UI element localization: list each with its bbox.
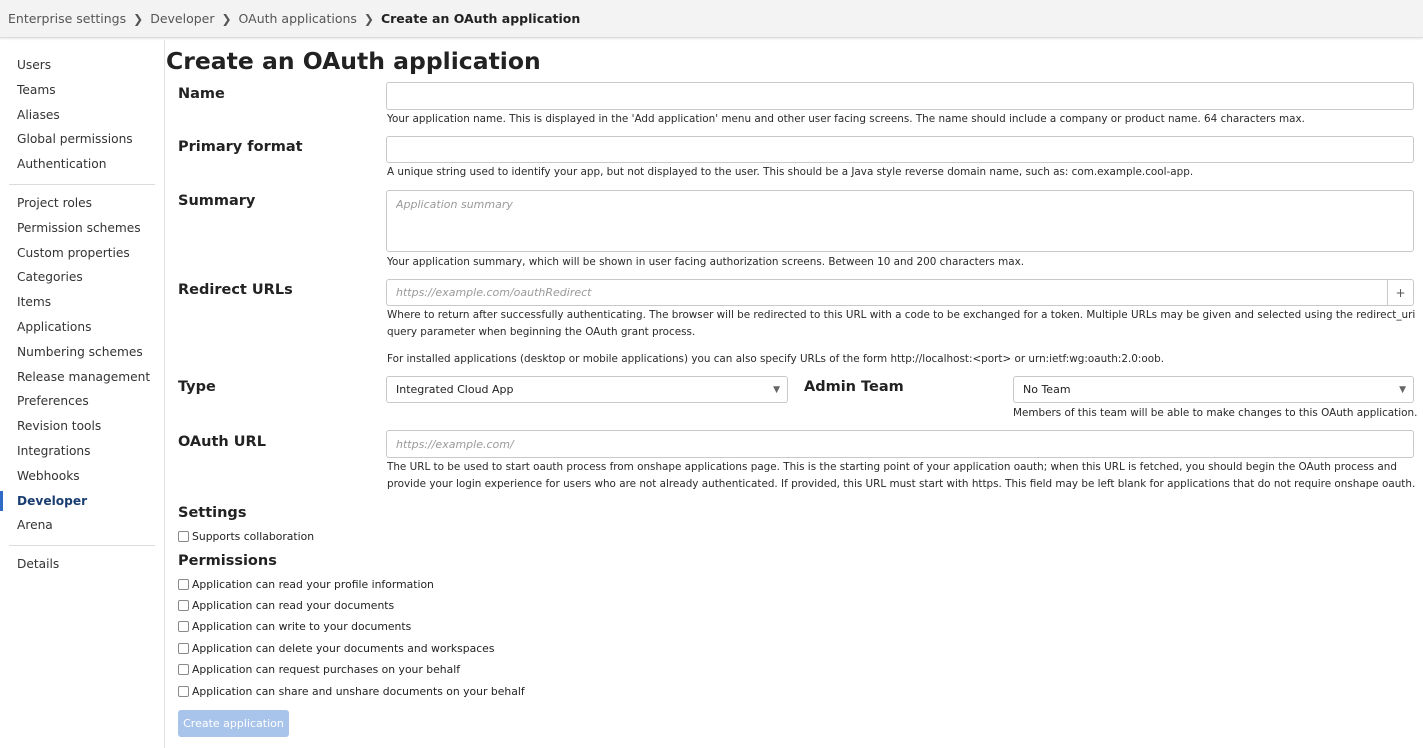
permission-label: Application can read your documents bbox=[192, 599, 395, 612]
permission-label: Application can write to your documents bbox=[192, 620, 412, 633]
summary-field[interactable] bbox=[386, 190, 1414, 252]
permission-row[interactable] bbox=[178, 685, 525, 698]
sidebar-item-arena[interactable]: Arena bbox=[17, 518, 53, 533]
admin-team-help: Members of this team will be able to make changes to this OAuth application. bbox=[1013, 407, 1418, 419]
permission-row[interactable] bbox=[178, 578, 434, 591]
redirect-urls-field[interactable] bbox=[386, 279, 1414, 306]
permission-row[interactable] bbox=[178, 599, 394, 612]
redirect-urls-label: Redirect URLs bbox=[178, 282, 293, 298]
redirect-urls-help: Where to return after successfully authenticating. The browser will be redirected to this URL with a code to be exchanged for a token. Multiple URLs may be given and selected using the redirect_uri query parameter when beginning the OAuth grant process. bbox=[387, 309, 1416, 338]
oauth-url-label: OAuth URL bbox=[178, 434, 266, 450]
permission-row[interactable] bbox=[178, 663, 460, 676]
permission-label: Application can share and unshare documents on your behalf bbox=[192, 685, 525, 698]
type-select[interactable] bbox=[386, 376, 788, 403]
redirect-urls-help-installed: For installed applications (desktop or mobile applications) you can also specify URLs of the form http://localhost:<port> or urn:ietf:wg:oauth:2.0:oob. bbox=[387, 353, 1165, 365]
sidebar-item-permission-schemes[interactable]: Permission schemes bbox=[17, 220, 141, 235]
sidebar-group-settings bbox=[0, 191, 164, 538]
chevron-right-icon: ❯ bbox=[221, 11, 232, 26]
type-label: Type bbox=[178, 379, 216, 395]
permission-label: Application can read your profile information bbox=[192, 578, 434, 591]
permission-label: Application can delete your documents and workspaces bbox=[192, 642, 495, 655]
settings-option-row[interactable] bbox=[178, 530, 314, 543]
sidebar-item-applications[interactable]: Applications bbox=[17, 319, 92, 334]
sidebar-item-integrations[interactable]: Integrations bbox=[17, 443, 91, 458]
caret-down-icon: ▼ bbox=[773, 384, 780, 395]
chevron-right-icon: ❯ bbox=[133, 11, 144, 26]
permission-share-documents-checkbox[interactable] bbox=[178, 686, 189, 697]
sidebar-group-details bbox=[0, 552, 164, 577]
page-title: Create an OAuth application bbox=[166, 47, 541, 75]
breadcrumb-oauth-applications[interactable]: OAuth applications bbox=[238, 11, 357, 26]
name-help: Your application name. This is displayed in the 'Add application' menu and other user facing screens. The name should include a company or product name. 64 characters max. bbox=[387, 113, 1305, 125]
oauth-url-help: The URL to be used to start oauth process from onshape applications page. This is the starting point of your application oauth; when this URL is fetched, you should begin the OAuth process and provide your login experience for users who are not already authenticated. If provided, this URL must start with https. This field may be left blank for applications that do not require onshape oauth. bbox=[387, 461, 1416, 490]
sidebar-item-users[interactable]: Users bbox=[17, 58, 52, 72]
permission-row[interactable] bbox=[178, 642, 494, 655]
sidebar-item-developer[interactable]: Developer bbox=[0, 489, 164, 514]
permission-write-documents-checkbox[interactable] bbox=[178, 621, 189, 632]
supports-collaboration-checkbox[interactable] bbox=[178, 531, 189, 542]
permission-row[interactable] bbox=[178, 620, 411, 633]
permissions-heading: Permissions bbox=[178, 553, 277, 569]
add-redirect-url-button[interactable]: + bbox=[1387, 280, 1413, 305]
summary-label: Summary bbox=[178, 193, 256, 209]
primary-format-input[interactable] bbox=[396, 137, 1413, 162]
permission-read-profile-checkbox[interactable] bbox=[178, 579, 189, 590]
sidebar bbox=[0, 40, 165, 748]
sidebar-item-revision-tools[interactable]: Revision tools bbox=[17, 419, 102, 434]
supports-collaboration-label: Supports collaboration bbox=[192, 530, 315, 543]
oauth-url-input[interactable] bbox=[396, 431, 1413, 457]
sidebar-item-teams[interactable]: Teams bbox=[17, 82, 56, 97]
type-selected-value: Integrated Cloud App bbox=[396, 383, 514, 396]
summary-textarea[interactable] bbox=[396, 191, 1413, 251]
settings-heading: Settings bbox=[178, 505, 247, 521]
caret-down-icon: ▼ bbox=[1399, 384, 1406, 395]
sidebar-group-org bbox=[0, 40, 164, 177]
name-label: Name bbox=[178, 86, 225, 102]
summary-help: Your application summary, which will be shown in user facing authorization screens. Between 10 and 200 characters max. bbox=[387, 256, 1025, 268]
sidebar-item-authentication[interactable]: Authentication bbox=[17, 157, 107, 172]
admin-team-selected-value: No Team bbox=[1023, 383, 1071, 396]
sidebar-item-categories[interactable]: Categories bbox=[17, 270, 83, 285]
sidebar-item-preferences[interactable]: Preferences bbox=[17, 394, 89, 409]
sidebar-item-items[interactable]: Items bbox=[17, 295, 52, 310]
permission-delete-documents-checkbox[interactable] bbox=[178, 643, 189, 654]
admin-team-label: Admin Team bbox=[804, 379, 904, 395]
name-field[interactable] bbox=[386, 82, 1414, 110]
sidebar-item-custom-properties[interactable]: Custom properties bbox=[17, 245, 130, 260]
oauth-url-field[interactable] bbox=[386, 430, 1414, 458]
sidebar-item-numbering-schemes[interactable]: Numbering schemes bbox=[17, 344, 143, 359]
chevron-right-icon: ❯ bbox=[363, 11, 374, 26]
breadcrumb-current: Create an OAuth application bbox=[380, 11, 581, 26]
redirect-url-input[interactable] bbox=[396, 280, 1385, 305]
breadcrumb-developer[interactable]: Developer bbox=[150, 11, 215, 26]
sidebar-item-aliases[interactable]: Aliases bbox=[17, 107, 60, 122]
breadcrumb bbox=[0, 0, 1423, 38]
primary-format-label: Primary format bbox=[178, 139, 303, 155]
sidebar-item-release-management[interactable]: Release management bbox=[17, 369, 151, 384]
sidebar-divider bbox=[9, 184, 155, 185]
create-application-button[interactable]: Create application bbox=[178, 710, 289, 737]
permission-label: Application can request purchases on your behalf bbox=[192, 663, 461, 676]
breadcrumb-enterprise-settings[interactable]: Enterprise settings bbox=[8, 11, 127, 26]
sidebar-item-webhooks[interactable]: Webhooks bbox=[17, 468, 80, 483]
sidebar-item-global-permissions[interactable]: Global permissions bbox=[17, 132, 133, 147]
sidebar-item-details[interactable]: Details bbox=[17, 557, 60, 572]
primary-format-field[interactable] bbox=[386, 136, 1414, 163]
permission-request-purchases-checkbox[interactable] bbox=[178, 664, 189, 675]
admin-team-select[interactable] bbox=[1013, 376, 1414, 403]
name-input[interactable] bbox=[396, 83, 1413, 109]
primary-format-help: A unique string used to identify your app, but not displayed to the user. This should be a Java style reverse domain name, such as: com.example.cool-app. bbox=[387, 166, 1194, 178]
permission-read-documents-checkbox[interactable] bbox=[178, 600, 189, 611]
sidebar-divider bbox=[9, 545, 155, 546]
sidebar-item-project-roles[interactable]: Project roles bbox=[17, 195, 93, 210]
